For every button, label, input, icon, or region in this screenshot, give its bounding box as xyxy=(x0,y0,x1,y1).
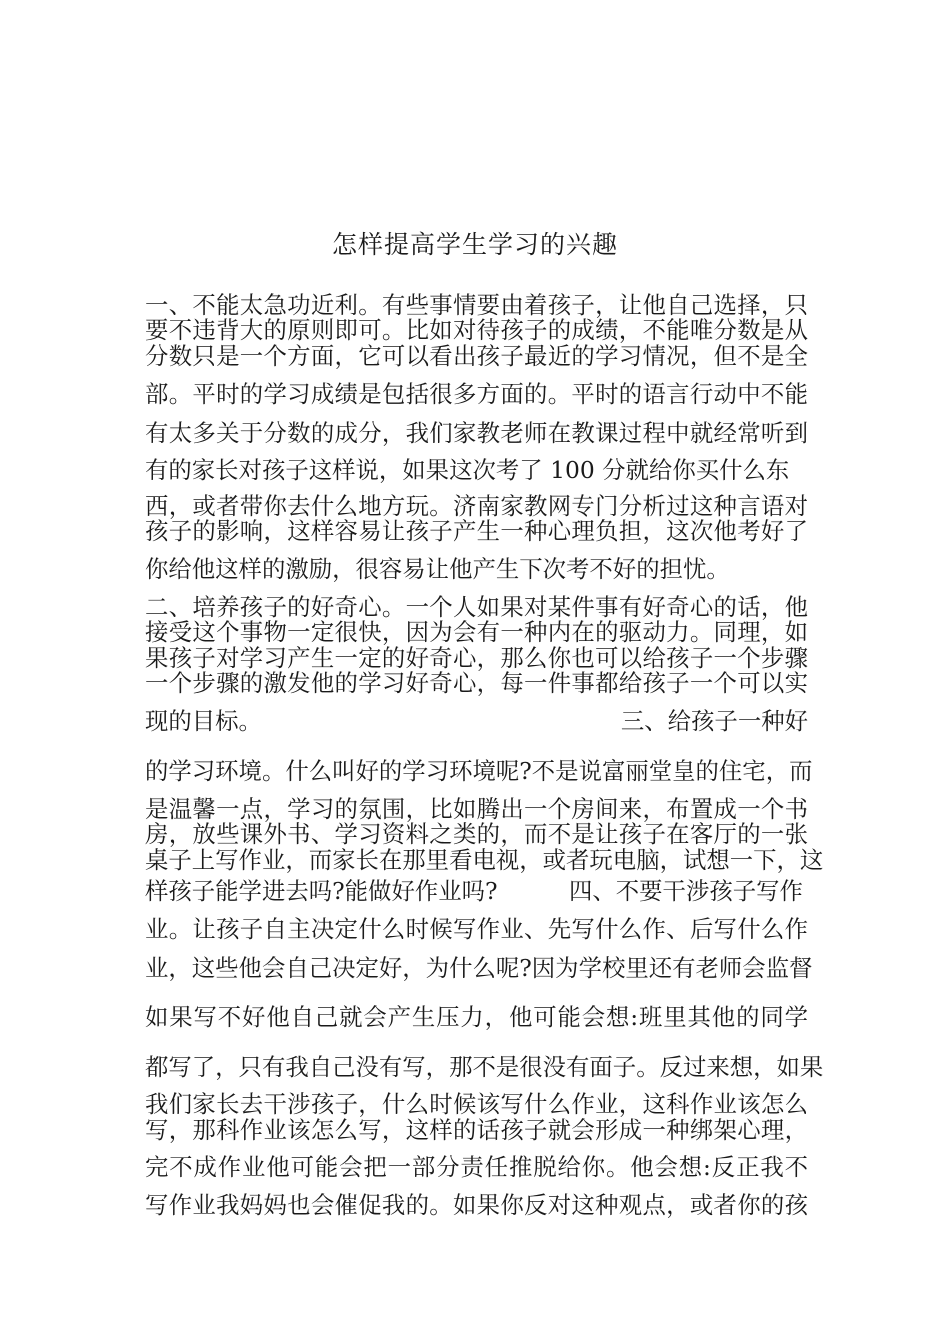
text-line: 有太多关于分数的成分，我们家教老师在教课过程中就经常听到 xyxy=(145,419,808,447)
text-line: 一、不能太急功近利。有些事情要由着孩子，让他自己选择，只 xyxy=(145,291,808,319)
text-segment: 现的目标。 xyxy=(145,707,262,735)
document-title: 怎样提高学生学习的兴趣 xyxy=(331,230,618,259)
text-line: 业。让孩子自主决定什么时候写作业、先写什么作、后写什么作 xyxy=(145,915,808,943)
text-line: 有的家长对孩子这样说，如果这次考了 100 分就给你买什么东 xyxy=(145,456,790,484)
text-line: 要不违背大的原则即可。比如对待孩子的成绩，不能唯分数是从 xyxy=(145,316,808,344)
text-segment: 四、不要干涉孩子写作 xyxy=(569,877,803,905)
text-line: 是温馨一点，学习的氛围，比如腾出一个房间来，布置成一个书 xyxy=(145,795,808,823)
text-line: 如果写不好他自己就会产生压力，他可能会想:班里其他的同学 xyxy=(145,1003,808,1031)
text-line: 孩子的影响，这样容易让孩子产生一种心理负担，这次他考好了 xyxy=(145,517,808,545)
text-line: 业，这些他会自己决定好，为什么呢?因为学校里还有老师会监督 xyxy=(145,954,813,982)
text-line: 果孩子对学习产生一定的好奇心，那么你也可以给孩子一个步骤 xyxy=(145,644,808,672)
text-line: 你给他这样的激励，很容易让他产生下次考不好的担忧。 xyxy=(145,555,730,583)
text-line: 我们家长去干涉孩子，什么时候该写什么作业，这科作业该怎么 xyxy=(145,1090,808,1118)
text-line: 房，放些课外书、学习资料之类的，而不是让孩子在客厅的一张 xyxy=(145,820,808,848)
text-line: 部。平时的学习成绩是包括很多方面的。平时的语言行动中不能 xyxy=(145,380,808,408)
text-line-split xyxy=(145,876,808,906)
text-line: 的学习环境。什么叫好的学习环境呢?不是说富丽堂皇的住宅，而 xyxy=(145,757,813,785)
text-line: 接受这个事物一定很快，因为会有一种内在的驱动力。同理，如 xyxy=(145,618,808,646)
text-line: 一个步骤的激发他的学习好奇心，每一件事都给孩子一个可以实 xyxy=(145,669,808,697)
text-line: 都写了，只有我自己没有写，那不是很没有面子。反过来想，如果 xyxy=(145,1053,824,1081)
text-segment: 样孩子能学进去吗?能做好作业吗? xyxy=(145,877,498,905)
text-line: 西，或者带你去什么地方玩。济南家教网专门分析过这种言语对 xyxy=(145,492,808,520)
text-line-split xyxy=(145,706,808,736)
text-line: 分数只是一个方面，它可以看出孩子最近的学习情况，但不是全 xyxy=(145,342,808,370)
text-line: 二、培养孩子的好奇心。一个人如果对某件事有好奇心的话，他 xyxy=(145,593,808,621)
text-segment: 三、给孩子一种好 xyxy=(620,707,808,735)
text-line: 写作业我妈妈也会催促我的。如果你反对这种观点，或者你的孩 xyxy=(145,1191,808,1219)
text-line: 完不成作业他可能会把一部分责任推脱给你。他会想:反正我不 xyxy=(145,1153,808,1181)
text-line: 桌子上写作业，而家长在那里看电视，或者玩电脑，试想一下，这 xyxy=(145,846,824,874)
text-line: 写，那科作业该怎么写，这样的话孩子就会形成一种绑架心理， xyxy=(145,1116,808,1144)
